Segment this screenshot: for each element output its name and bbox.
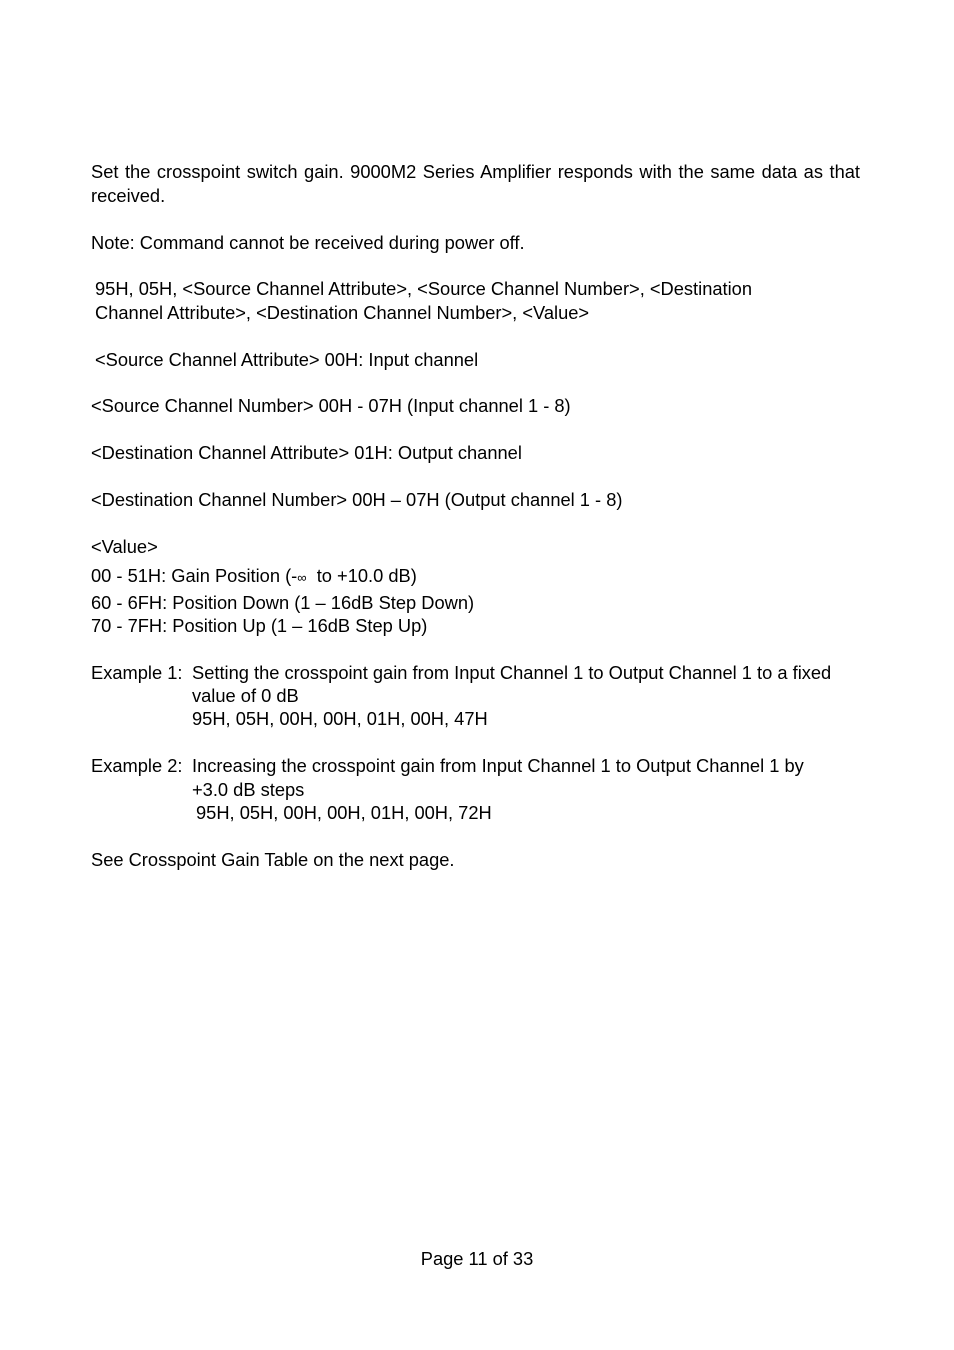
gain-position-suffix: to +10.0 dB) xyxy=(316,565,417,586)
example-1-bytes: 95H, 05H, 00H, 00H, 01H, 00H, 47H xyxy=(192,708,488,729)
gain-position-prefix: 00 - 51H: Gain Position (- xyxy=(91,565,298,586)
example-1-description-line-2: value of 0 dB xyxy=(192,685,299,706)
infinity-symbol: ∞ xyxy=(297,570,307,585)
see-table-note: See Crosspoint Gain Table on the next page. xyxy=(91,849,455,870)
example-2-description-line-2: +3.0 dB steps xyxy=(192,779,305,800)
example-2-bytes: 95H, 05H, 00H, 00H, 01H, 00H, 72H xyxy=(196,802,492,823)
source-channel-number: <Source Channel Number> 00H - 07H (Input channel 1 - 8) xyxy=(91,395,571,416)
source-channel-attribute: <Source Channel Attribute> 00H: Input channel xyxy=(95,349,479,370)
value-position-down: 60 - 6FH: Position Down (1 – 16dB Step Down) xyxy=(91,592,475,613)
destination-channel-attribute: <Destination Channel Attribute> 01H: Output channel xyxy=(91,442,522,463)
example-1-description-line-1: Setting the crosspoint gain from Input Channel 1 to Output Channel 1 to a fixed xyxy=(192,662,832,683)
destination-channel-number: <Destination Channel Number> 00H – 07H (Output channel 1 - 8) xyxy=(91,489,623,510)
note-text: Note: Command cannot be received during power off. xyxy=(91,232,525,253)
command-format-line-1: 95H, 05H, <Source Channel Attribute>, <Source Channel Number>, <Destination xyxy=(95,278,752,299)
value-gain-position xyxy=(91,564,417,589)
example-2-description-line-1: Increasing the crosspoint gain from Input Channel 1 to Output Channel 1 by xyxy=(192,755,804,776)
value-position-up: 70 - 7FH: Position Up (1 – 16dB Step Up) xyxy=(91,615,428,636)
page-number: Page 11 of 33 xyxy=(420,1248,534,1269)
intro-paragraph: Set the crosspoint switch gain. 9000M2 Series Amplifier responds with the same data as that received. xyxy=(91,161,860,206)
value-heading: <Value> xyxy=(91,536,158,557)
command-format-line-2: Channel Attribute>, <Destination Channel Number>, <Value> xyxy=(95,302,590,323)
example-1-label: Example 1: xyxy=(91,662,183,683)
example-2-label: Example 2: xyxy=(91,755,183,776)
